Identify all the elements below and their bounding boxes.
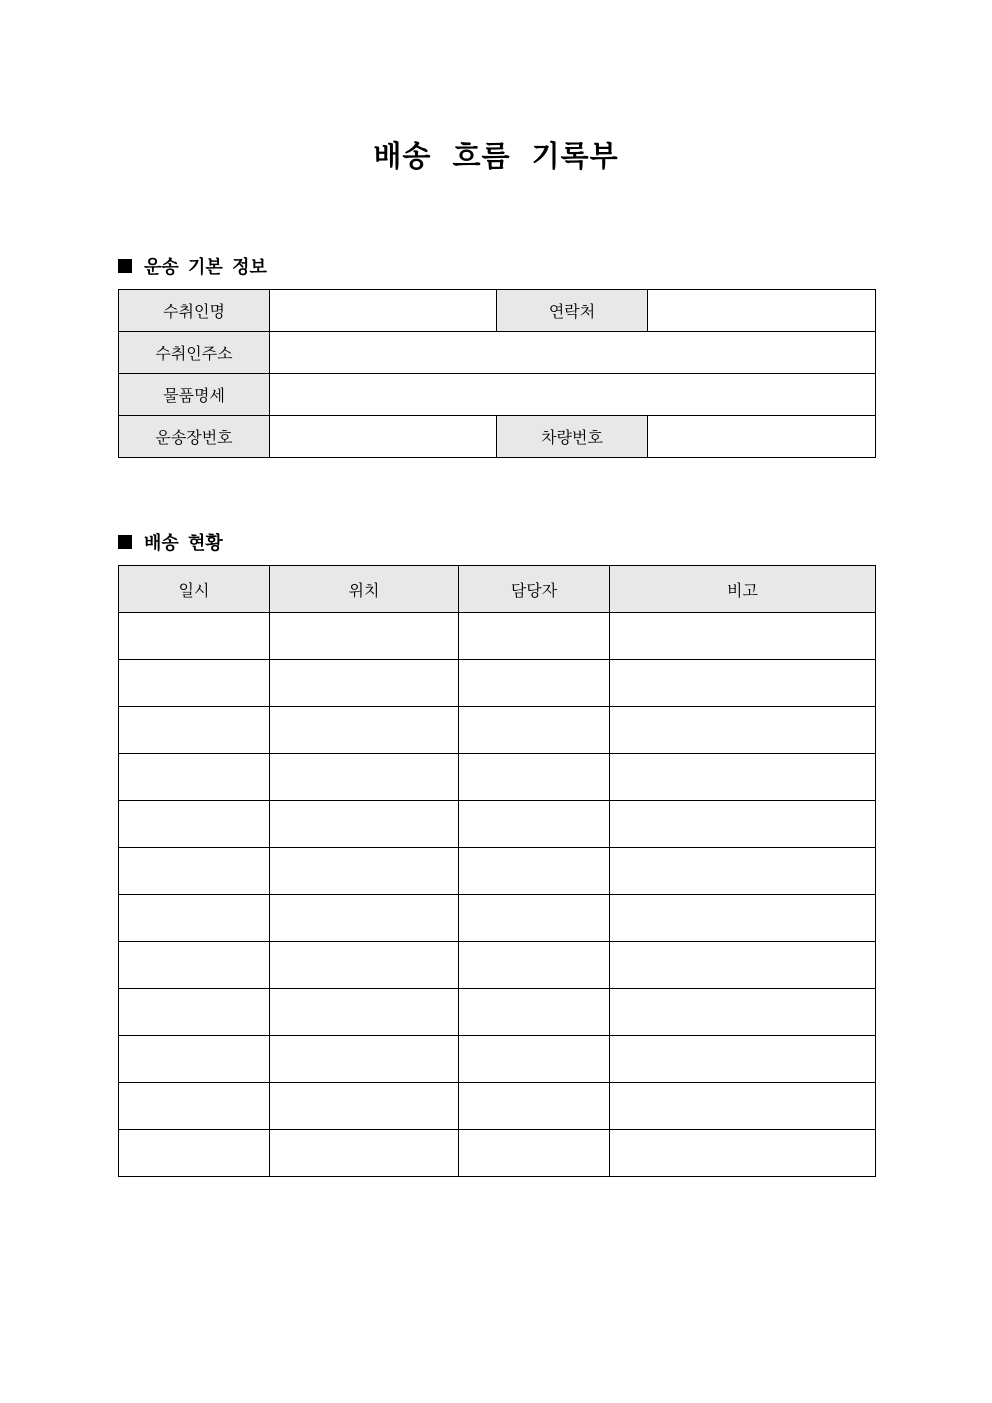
table-row bbox=[119, 1036, 876, 1083]
location-cell[interactable] bbox=[270, 1036, 459, 1083]
table-row bbox=[119, 332, 876, 374]
remarks-cell[interactable] bbox=[610, 848, 876, 895]
table-row bbox=[119, 1130, 876, 1177]
recipient-address-label: 수취인주소 bbox=[119, 332, 270, 374]
person-in-charge-cell[interactable] bbox=[459, 1083, 610, 1130]
location-cell[interactable] bbox=[270, 707, 459, 754]
table-row bbox=[119, 290, 876, 332]
square-bullet-icon bbox=[118, 259, 132, 273]
table-row bbox=[119, 895, 876, 942]
datetime-cell[interactable] bbox=[119, 1130, 270, 1177]
section-heading-delivery-status bbox=[118, 529, 223, 555]
person-in-charge-cell[interactable] bbox=[459, 1130, 610, 1177]
remarks-cell[interactable] bbox=[610, 754, 876, 801]
remarks-cell[interactable] bbox=[610, 613, 876, 660]
location-cell[interactable] bbox=[270, 848, 459, 895]
item-details-label: 물품명세 bbox=[119, 374, 270, 416]
section-heading-label: 운송 기본 정보 bbox=[144, 257, 267, 278]
datetime-cell[interactable] bbox=[119, 613, 270, 660]
table-row bbox=[119, 613, 876, 660]
remarks-cell[interactable] bbox=[610, 707, 876, 754]
person-in-charge-cell[interactable] bbox=[459, 707, 610, 754]
table-row bbox=[119, 707, 876, 754]
datetime-cell[interactable] bbox=[119, 989, 270, 1036]
person-in-charge-cell[interactable] bbox=[459, 989, 610, 1036]
delivery-status-table bbox=[118, 565, 876, 1177]
table-row bbox=[119, 416, 876, 458]
datetime-cell[interactable] bbox=[119, 660, 270, 707]
table-row bbox=[119, 801, 876, 848]
remarks-cell[interactable] bbox=[610, 801, 876, 848]
datetime-cell[interactable] bbox=[119, 1083, 270, 1130]
person-in-charge-cell[interactable] bbox=[459, 895, 610, 942]
table-row bbox=[119, 989, 876, 1036]
person-in-charge-cell[interactable] bbox=[459, 660, 610, 707]
table-row bbox=[119, 660, 876, 707]
datetime-cell[interactable] bbox=[119, 1036, 270, 1083]
location-cell[interactable] bbox=[270, 801, 459, 848]
location-cell[interactable] bbox=[270, 989, 459, 1036]
vehicle-number-field[interactable] bbox=[648, 416, 876, 458]
remarks-cell[interactable] bbox=[610, 1130, 876, 1177]
remarks-cell[interactable] bbox=[610, 1036, 876, 1083]
remarks-cell[interactable] bbox=[610, 989, 876, 1036]
location-cell[interactable] bbox=[270, 1083, 459, 1130]
basic-info-table bbox=[118, 289, 876, 458]
datetime-cell[interactable] bbox=[119, 848, 270, 895]
datetime-cell[interactable] bbox=[119, 801, 270, 848]
waybill-number-label: 운송장번호 bbox=[119, 416, 270, 458]
datetime-cell[interactable] bbox=[119, 942, 270, 989]
section-heading-label: 배송 현황 bbox=[144, 533, 223, 554]
contact-label: 연락처 bbox=[497, 290, 648, 332]
column-header-person-in-charge: 담당자 bbox=[459, 566, 610, 613]
table-row bbox=[119, 848, 876, 895]
section-heading-basic-info bbox=[118, 253, 267, 279]
location-cell[interactable] bbox=[270, 895, 459, 942]
contact-field[interactable] bbox=[648, 290, 876, 332]
location-cell[interactable] bbox=[270, 660, 459, 707]
remarks-cell[interactable] bbox=[610, 895, 876, 942]
delivery-status-body bbox=[119, 613, 876, 1177]
location-cell[interactable] bbox=[270, 613, 459, 660]
remarks-cell[interactable] bbox=[610, 1083, 876, 1130]
item-details-field[interactable] bbox=[270, 374, 876, 416]
waybill-number-field[interactable] bbox=[270, 416, 497, 458]
person-in-charge-cell[interactable] bbox=[459, 942, 610, 989]
recipient-address-field[interactable] bbox=[270, 332, 876, 374]
remarks-cell[interactable] bbox=[610, 942, 876, 989]
location-cell[interactable] bbox=[270, 754, 459, 801]
table-header-row bbox=[119, 566, 876, 613]
person-in-charge-cell[interactable] bbox=[459, 613, 610, 660]
datetime-cell[interactable] bbox=[119, 895, 270, 942]
table-row bbox=[119, 754, 876, 801]
recipient-name-field[interactable] bbox=[270, 290, 497, 332]
column-header-datetime: 일시 bbox=[119, 566, 270, 613]
column-header-location: 위치 bbox=[270, 566, 459, 613]
datetime-cell[interactable] bbox=[119, 754, 270, 801]
recipient-name-label: 수취인명 bbox=[119, 290, 270, 332]
person-in-charge-cell[interactable] bbox=[459, 801, 610, 848]
document-title: 배송 흐름 기록부 bbox=[373, 139, 619, 173]
person-in-charge-cell[interactable] bbox=[459, 1036, 610, 1083]
square-bullet-icon bbox=[118, 535, 132, 549]
person-in-charge-cell[interactable] bbox=[459, 754, 610, 801]
column-header-remarks: 비고 bbox=[610, 566, 876, 613]
remarks-cell[interactable] bbox=[610, 660, 876, 707]
table-row bbox=[119, 374, 876, 416]
person-in-charge-cell[interactable] bbox=[459, 848, 610, 895]
table-row bbox=[119, 1083, 876, 1130]
location-cell[interactable] bbox=[270, 1130, 459, 1177]
vehicle-number-label: 차량번호 bbox=[497, 416, 648, 458]
table-row bbox=[119, 942, 876, 989]
location-cell[interactable] bbox=[270, 942, 459, 989]
datetime-cell[interactable] bbox=[119, 707, 270, 754]
